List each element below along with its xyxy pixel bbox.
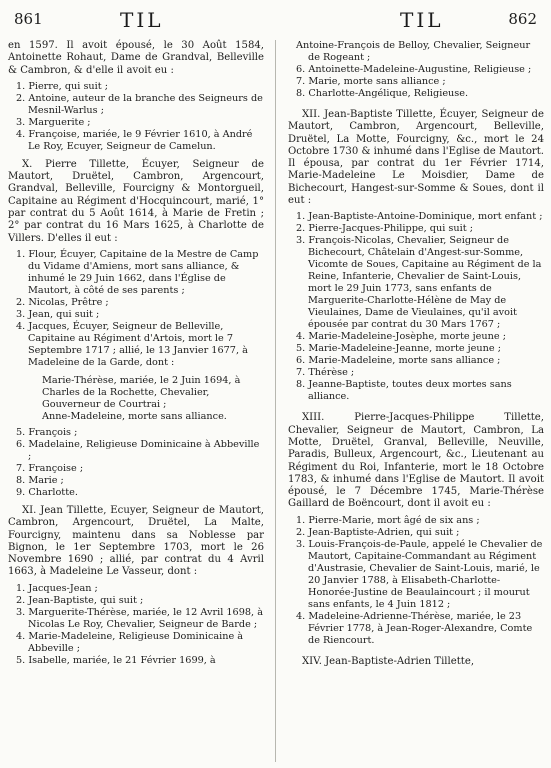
list-item: 4. Madeleine-Adrienne-Thérèse, mariée, le 23 Février 1778, à Jean-Roger-Alexandre, Comte de Riencourt. (296, 610, 533, 646)
list-item: 7. Marie, morte sans alliance ; (296, 76, 446, 87)
jean-baptiste-tillette-entry: XII. Jean-Baptiste Tillette, Écuyer, Seigneur de Mautort, Cambron, Argencourt, Belleville, Druëtel, La Motte, Fourcigny, &c., mort le 24 Octobre 1730 & inhumé dans l'Eglise de Mautort. Il épousa, par contrat du 1er Février 1714, Marie-Madeleine Le Moisdier, Dame de Bichecourt, Hangest-sur-Somme & Soues, dont il eut : (288, 109, 544, 207)
left-page-number: 861 (14, 10, 43, 28)
jacques-children-sublist (42, 375, 264, 423)
list-item: 5. François ; (16, 426, 78, 438)
pierre-jacques-philippe-tillette-entry: XIII. Pierre-Jacques-Philippe Tillette, Chevalier, Seigneur de Mautort, Cambron, La Motte, Druëtel, Granval, Belleville, Neuville, Paradis, Bulleux, Argencourt, &c., Lieutenant au Régiment du Roi, Infanterie, mort le 18 Octobre 1783, & inhumé dans l'Eglise de Mautort. Il avoit épousé, le 7 Décembre 1745, Marie-Thérèse Gaillard de Boëncourt, dont il avoit eu : (288, 412, 544, 510)
list-item: 7. Françoise ; (16, 462, 84, 474)
list-item: 6. Antoinette-Madeleine-Augustine, Religieuse ; (296, 64, 532, 75)
list-item: 8. Charlotte-Angélique, Religieuse. (296, 88, 469, 99)
list-item: 6. Marie-Madeleine, morte sans alliance ; (296, 355, 501, 367)
list-item: 7. Thérèse ; (296, 367, 355, 379)
list-item: 8. Marie ; (16, 474, 64, 486)
list-item: 9. Charlotte. (16, 486, 78, 498)
column-divider (275, 40, 276, 762)
list-item: 2. Nicolas, Prêtre ; (16, 296, 109, 308)
list-item: 2. Jean-Baptiste-Adrien, qui suit ; (296, 526, 460, 538)
list-item: 3. Marguerite ; (16, 116, 91, 128)
list-item: 3. Marguerite-Thérèse, mariée, le 12 Avril 1698, à Nicolas Le Roy, Chevalier, Seigneur de Barde ; (16, 606, 263, 630)
pierre-children-list-continued (8, 427, 264, 499)
list-item: 1. Pierre-Marie, mort âgé de six ans ; (296, 514, 480, 526)
pierre-children-list (8, 249, 264, 369)
list-item: 1. Jean-Baptiste-Antoine-Dominique, mort enfant ; (296, 211, 543, 223)
list-item: 4. Marie-Madeleine, Religieuse Dominicaine à Abbeville ; (16, 630, 244, 654)
intro-children-list (8, 81, 264, 153)
right-page-number: 862 (508, 10, 537, 28)
list-item: 3. Louis-François-de-Paule, appelé le Chevalier de Mautort, Capitaine-Commandant au Régiment d'Austrasie, Chevalier de Saint-Louis, marié, le 20 Janvier 1788, à Elisabeth-Charlotte-Honorée-Justine de Beaulaincourt ; il mourut sans enfants, le 4 Juin 1812 ; (296, 538, 543, 610)
continued-children-list (288, 40, 544, 100)
jean-baptiste-adrien-tillette-entry: XIV. Jean-Baptiste-Adrien Tillette, (302, 655, 475, 667)
list-item: 3. François-Nicolas, Chevalier, Seigneur de Bichecourt, Châtelain d'Angest-sur-Somme, Vicomte de Soues, Capitaine au Régiment de la Reine, Infanterie, Chevalier de Saint-Louis, mort le 29 Juin 1773, sans enfants de Marguerite-Charlotte-Hélène de May de Vieulaines, Dame de Vieulaines, qu'il avoit épousée par contrat du 30 Mars 1767 ; (296, 235, 542, 331)
list-item: 5. Marie-Madeleine-Jeanne, morte jeune ; (296, 343, 501, 355)
list-item: 2. Pierre-Jacques-Philippe, qui suit ; (296, 223, 473, 235)
list-item: Antoine-François de Belloy, Chevalier, Seigneur de Rogeant ; (296, 40, 531, 63)
list-item: Anne-Madeleine, morte sans alliance. (42, 410, 227, 422)
pierre-tillette-entry: X. Pierre Tillette, Écuyer, Seigneur de Mautort, Druëtel, Cambron, Argencourt, Grandval, Belleville, Fourcigny & Montorgueil, Capitaine au Régiment d'Hocquincourt, marié, 1° par contrat du 5 Août 1614, à Marie de Fretin ; 2° par contrat du 16 Mars 1625, à Charlotte de Villers. D'elles il eut : (8, 158, 264, 244)
list-item: 1. Jacques-Jean ; (16, 582, 98, 594)
left-running-title: TIL (120, 8, 164, 32)
jean-tillette-entry: XI. Jean Tillette, Ecuyer, Seigneur de Mautort, Cambron, Argencourt, Druëtel, La Malte, Fourcigny, maintenu dans sa Noblesse par Bignon, le 1er Septembre 1703, mort le 26 Novembre 1690 ; allié, par contrat du 4 Avril 1663, à Madeleine Le Vasseur, dont : (8, 504, 264, 578)
right-column (288, 40, 544, 668)
list-item: 6. Madelaine, Religieuse Dominicaine à Abbeville ; (16, 438, 260, 462)
list-item: 2. Antoine, auteur de la branche des Seigneurs de Mesnil-Warlus ; (16, 92, 263, 116)
list-item: 5. Isabelle, mariée, le 21 Février 1699, à (16, 654, 216, 666)
list-item: 1. Pierre, qui suit ; (16, 80, 108, 92)
jean-children-list (8, 583, 264, 667)
list-item: 8. Jeanne-Baptiste, toutes deux mortes sans alliance. (296, 379, 512, 403)
right-running-title: TIL (400, 8, 444, 32)
list-item: 1. Flour, Écuyer, Capitaine de la Mestre de Camp du Vidame d'Amiens, mort sans alliance, & inhumé le 29 Juin 1662, dans l'Église de Mautort, à côté de ses parents ; (16, 248, 259, 296)
list-item: 2. Jean-Baptiste, qui suit ; (16, 594, 144, 606)
list-item: 4. Jacques, Écuyer, Seigneur de Belleville, Capitaine au Régiment d'Artois, mort le 7 Septembre 1717 ; allié, le 13 Janvier 1677, à Madeleine de la Garde, dont : (16, 320, 248, 368)
page-header (0, 8, 551, 36)
list-item: 4. Marie-Madeleine-Josèphe, morte jeune ; (296, 331, 506, 343)
list-item: 4. Françoise, mariée, le 9 Février 1610, à André Le Roy, Ecuyer, Seigneur de Camelun. (16, 128, 253, 152)
list-item: 3. Jean, qui suit ; (16, 308, 100, 320)
intro-paragraph: en 1597. Il avoit épousé, le 30 Août 1584, Antoinette Rohaut, Dame de Grandval, Belleville & Cambron, & d'elle il avoit eu : (8, 40, 264, 76)
jean-baptiste-children-list (288, 211, 544, 403)
pierre-jacques-children-list (288, 515, 544, 647)
left-column (8, 40, 264, 673)
list-item: Marie-Thérèse, mariée, le 2 Juin 1694, à Charles de la Rochette, Chevalier, Gouverneur de Courtrai ; (42, 374, 241, 410)
